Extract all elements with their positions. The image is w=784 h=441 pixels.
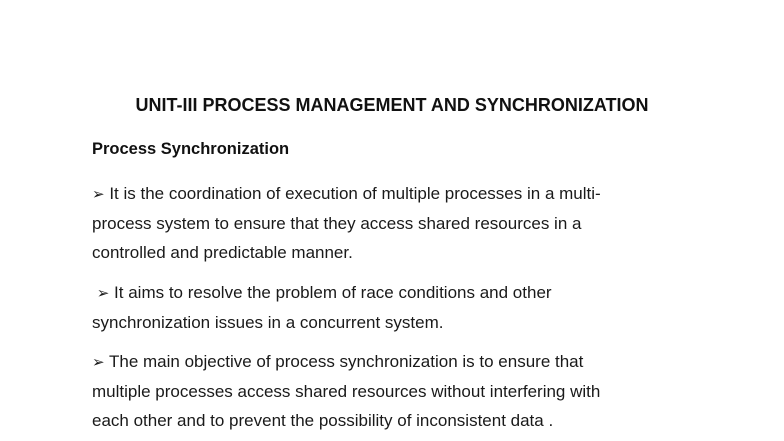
paragraph-text: It is the coordination of execution of multiple processes in a multi- <box>109 184 601 203</box>
slide-title: UNIT-III PROCESS MANAGEMENT AND SYNCHRONIZATION <box>135 95 649 115</box>
arrow-bullet-icon: ➢ <box>92 354 105 371</box>
bullet-paragraph-1 <box>92 179 692 267</box>
section-heading: Process Synchronization <box>92 140 290 158</box>
paragraph-text: The main objective of process synchronization is to ensure that <box>109 352 584 371</box>
paragraph-line: multiple processes access shared resources without interfering with <box>92 382 601 401</box>
paragraph-line <box>92 179 692 209</box>
paragraph-line <box>92 347 692 377</box>
paragraph-line <box>92 278 692 308</box>
paragraph-line: each other and to prevent the possibility of inconsistent data . <box>92 411 554 430</box>
paragraph-line: controlled and predictable manner. <box>92 243 353 262</box>
arrow-bullet-icon: ➢ <box>96 285 110 302</box>
paragraph-line: synchronization issues in a concurrent system. <box>92 313 444 332</box>
paragraph-text: It aims to resolve the problem of race conditions and other <box>114 283 552 302</box>
arrow-bullet-icon: ➢ <box>92 186 105 203</box>
paragraph-line: process system to ensure that they access shared resources in a <box>92 214 582 233</box>
bullet-paragraph-2 <box>92 278 692 337</box>
bullet-paragraph-3 <box>92 347 692 435</box>
